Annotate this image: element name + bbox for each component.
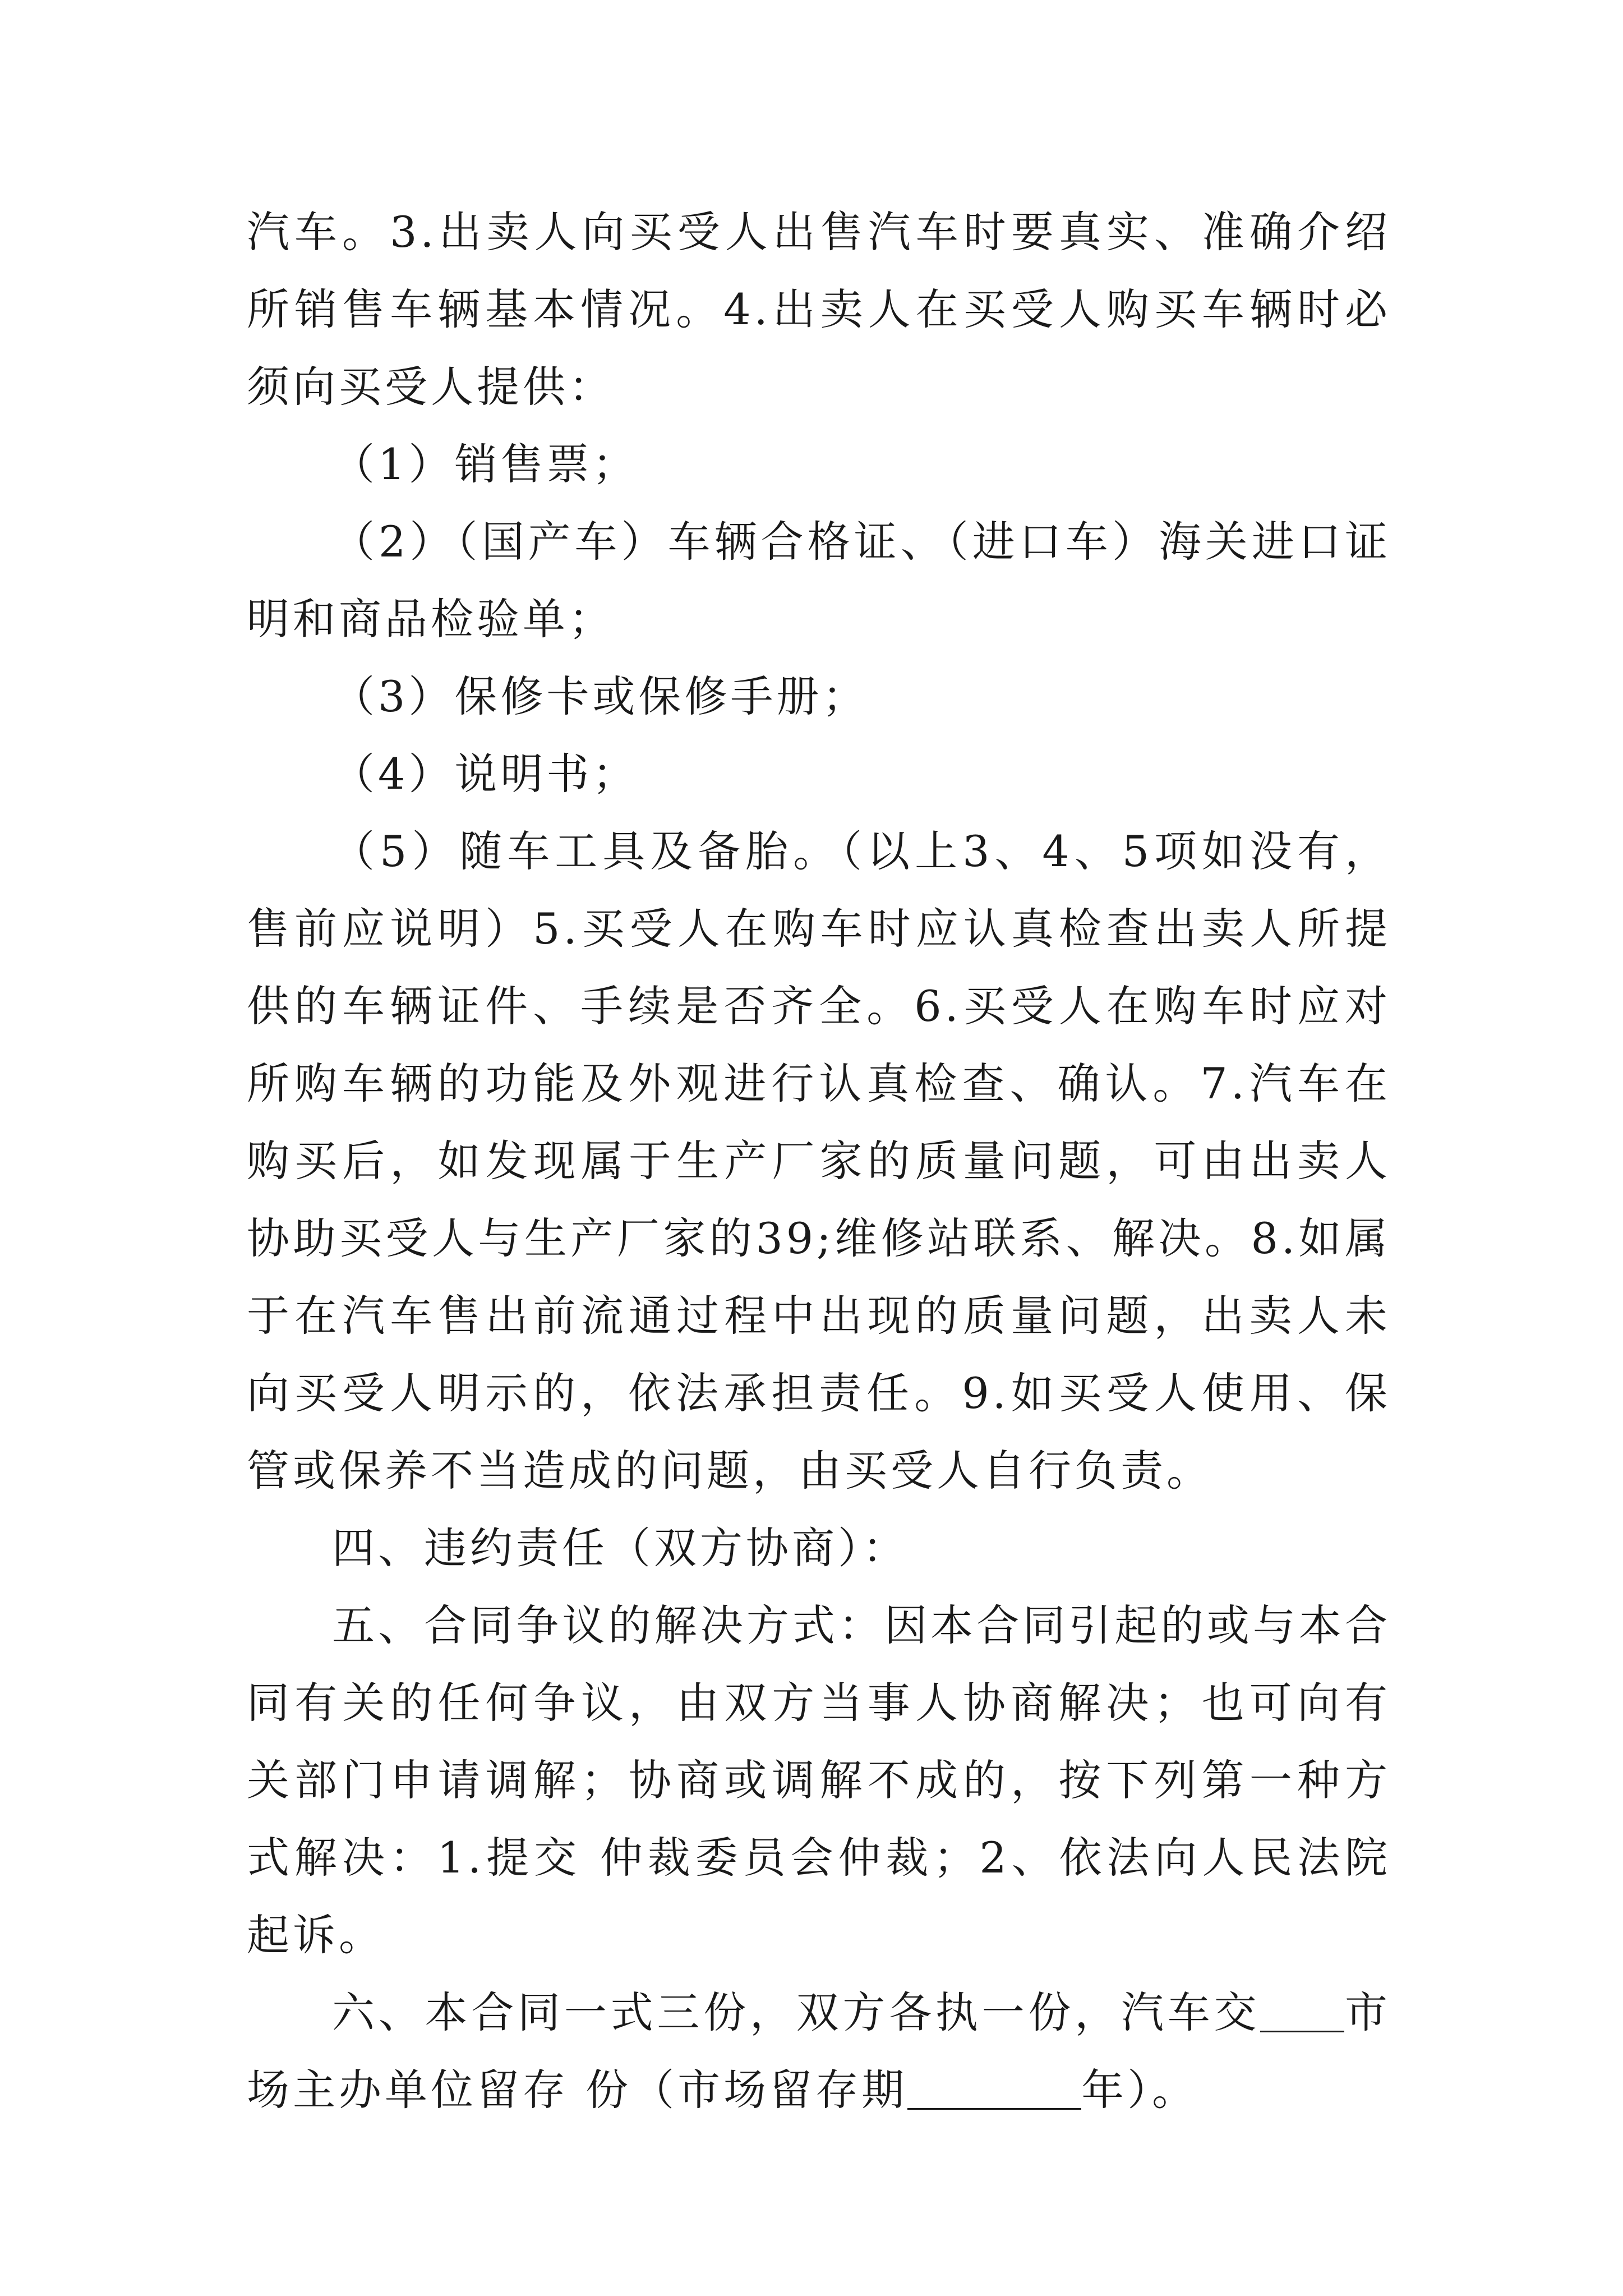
section-dispute-resolution: 五、合同争议的解决方式：因本合同引起的或与本合同有关的任何争议，由双方当事人协商解决；也可向有关部门申请调解；协商或调解不成的，按下列第一种方式解决：1.提交 仲裁委员会仲裁；2、依法向人民法院起诉。 <box>247 1600 1391 1960</box>
paragraph-vehicle-obligations: 汽车。3.出卖人向买受人出售汽车时要真实、准确介绍所销售车辆基本情况。4.出卖人在买受人购买车辆时必须向买受人提供： <box>247 207 1391 412</box>
section-breach-liability: 四、违约责任（双方协商）： <box>332 1523 909 1573</box>
copies-text-part3: 年）。 <box>1081 2065 1198 2115</box>
copies-text-part2: 市场主办单位留存 份（市场留存期 <box>247 1987 1391 2115</box>
contract-body <box>247 194 1391 2129</box>
market-name-blank <box>1260 1988 1344 2032</box>
retention-period-blank <box>907 2065 1081 2110</box>
list-item-warranty-card: （3）保修卡或保修手册； <box>332 671 869 721</box>
list-item-manual: （4）说明书； <box>332 749 639 799</box>
section-copies <box>247 1974 1391 2129</box>
list-item-certificates: （2）（国产车）车辆合格证、（进口车）海关进口证明和商品检验单； <box>247 517 1391 644</box>
copies-text-part1: 六、本合同一式三份，双方各执一份，汽车交 <box>332 1987 1261 2037</box>
list-item-sales-invoice: （1）销售票； <box>332 439 639 489</box>
list-item-tools-and-clauses: （5）随车工具及备胎。（以上3、4、5项如没有，售前应说明）5.买受人在购车时应认真检查出卖人所提供的车辆证件、手续是否齐全。6.买受人在购车时应对所购车辆的功能及外观进行认真检查、确认。7.汽车在购买后，如发现属于生产厂家的质量问题，可由出卖人协助买受人与生产厂家的39;维修站联系、解决。8.如属于在汽车售出前流通过程中出现的质量问题，出卖人未向买受人明示的，依法承担责任。9.如买受人使用、保管或保养不当造成的问题，由买受人自行负责。 <box>247 826 1391 1496</box>
